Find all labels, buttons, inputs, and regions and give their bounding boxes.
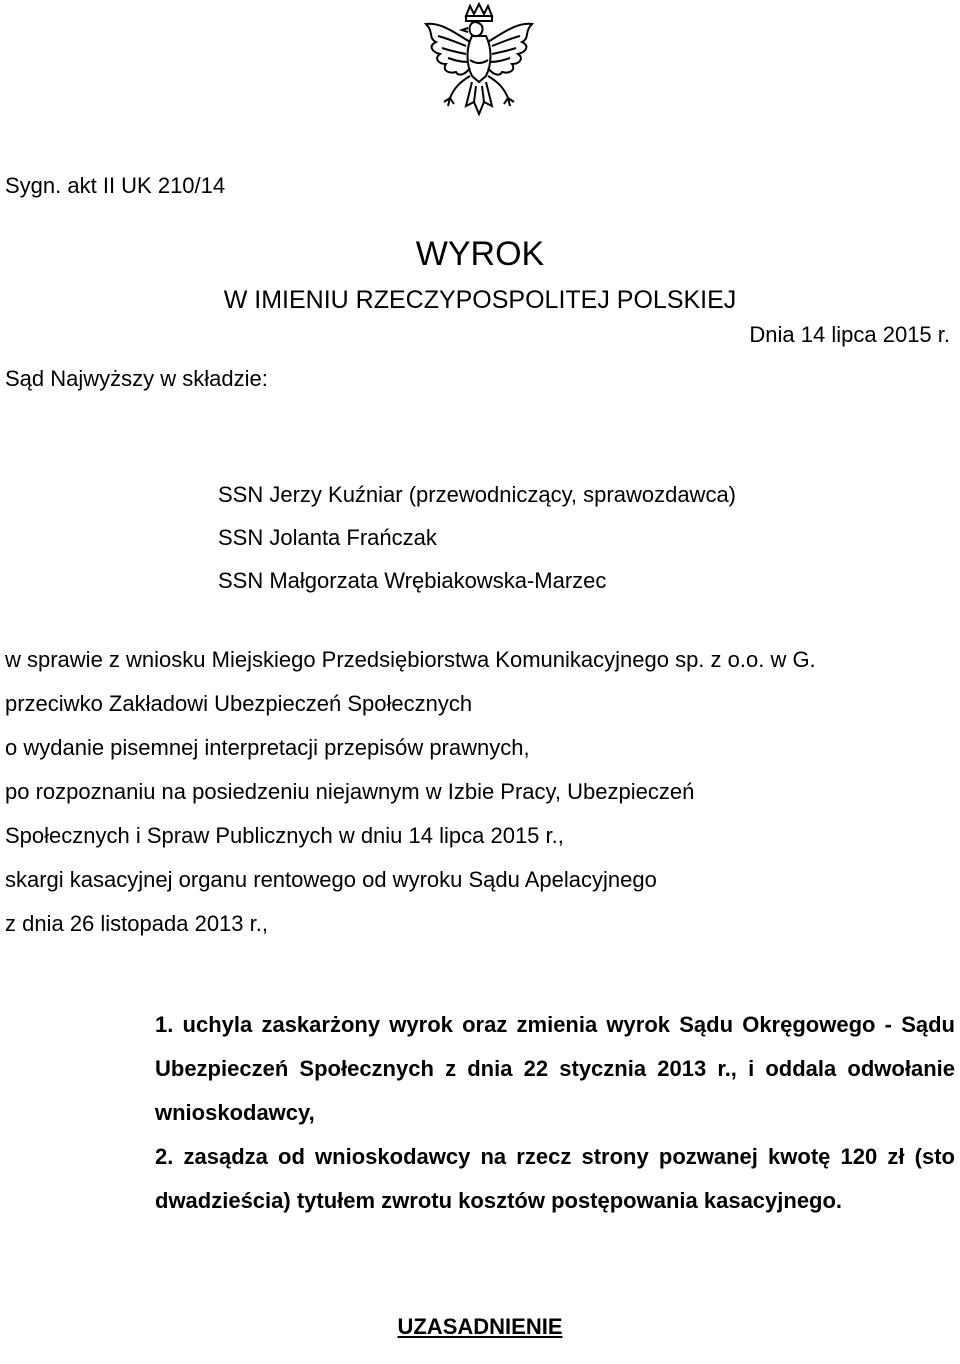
case-line-3: o wydanie pisemnej interpretacji przepisów prawnych,: [5, 735, 530, 760]
case-line-6: skargi kasacyjnej organu rentowego od wyroku Sądu Apelacyjnego: [5, 867, 657, 892]
polish-eagle-emblem-icon: [414, 2, 544, 132]
justification-heading: UZASADNIENIE: [397, 1314, 563, 1339]
case-line-7: z dnia 26 listopada 2013 r.,: [5, 911, 268, 936]
judge-1: SSN Jerzy Kuźniar (przewodniczący, sprawozdawca): [218, 482, 736, 507]
case-line-5: Społecznych i Spraw Publicznych w dniu 14 lipca 2015 r.,: [5, 823, 564, 848]
verdict-point-1: 1. uchyla zaskarżony wyrok oraz zmienia wyrok Sądu Okręgowego - Sądu Ubezpieczeń Społecznych z dnia 22 stycznia 2013 r., i oddala odwołanie wnioskodawcy,: [155, 1012, 955, 1125]
case-signature: Sygn. akt II UK 210/14: [5, 173, 226, 198]
document-title: WYROK: [415, 235, 545, 273]
judge-3: SSN Małgorzata Wrębiakowska-Marzec: [218, 568, 607, 593]
case-line-4: po rozpoznaniu na posiedzeniu niejawnym w Izbie Pracy, Ubezpieczeń: [5, 779, 695, 804]
verdict-point-2: 2. zasądza od wnioskodawcy na rzecz strony pozwanej kwotę 120 zł (sto dwadzieścia) tytułem zwrotu kosztów postępowania kasacyjnego.: [155, 1144, 955, 1213]
verdict-points: [155, 1003, 955, 1223]
case-line-2: przeciwko Zakładowi Ubezpieczeń Społecznych: [5, 691, 473, 716]
case-line-1: w sprawie z wniosku Miejskiego Przedsiębiorstwa Komunikacyjnego sp. z o.o. w G.: [5, 647, 816, 672]
court-composition-label: Sąd Najwyższy w składzie:: [5, 366, 268, 391]
document-subtitle: W IMIENIU RZECZYPOSPOLITEJ POLSKIEJ: [223, 286, 737, 314]
judgment-date: Dnia 14 lipca 2015 r.: [749, 322, 950, 347]
judge-2: SSN Jolanta Frańczak: [218, 525, 437, 550]
